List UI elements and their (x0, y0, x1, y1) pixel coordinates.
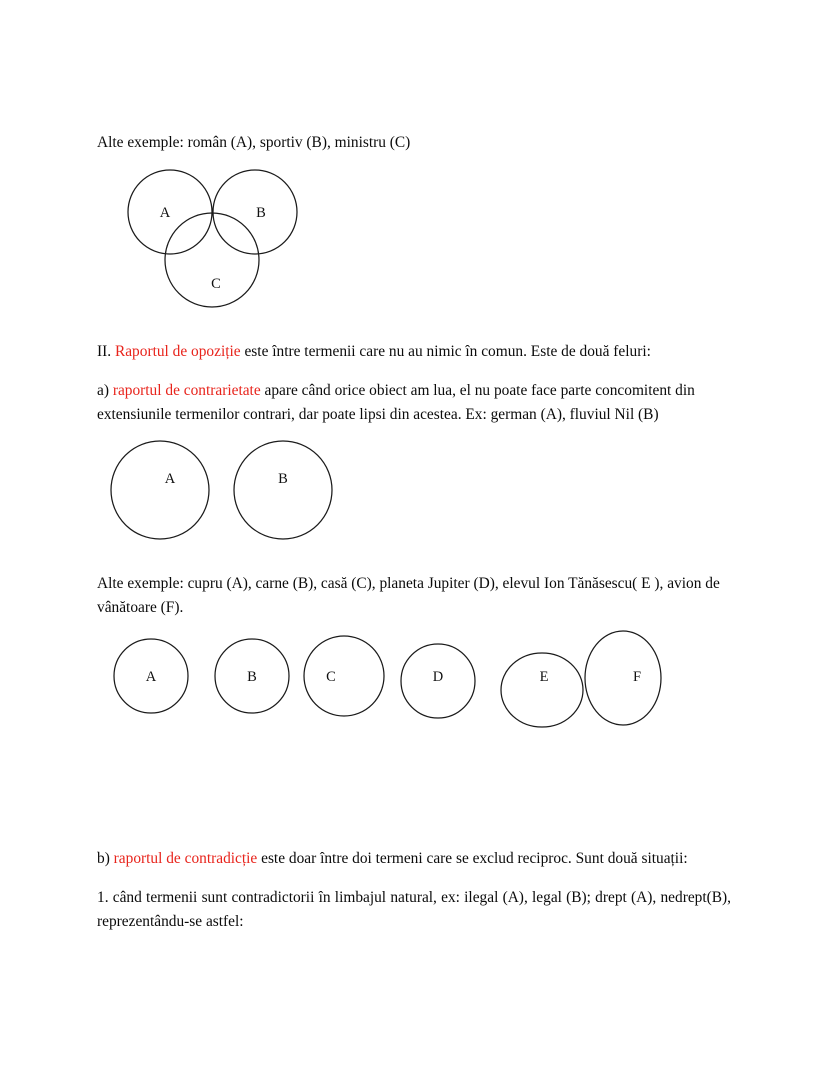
paragraph-other-examples (97, 572, 731, 620)
venn-label-c: C (211, 276, 221, 292)
venn-label-b: B (256, 205, 266, 221)
section-ii-rest: este între termenii care nu au nimic în comun. Este de două feluri: (240, 343, 651, 360)
six-label-c: C (326, 669, 336, 685)
intro-examples-text: Alte exemple: român (A), sportiv (B), ministru (C) (97, 134, 411, 151)
paragraph-section-ii (97, 340, 731, 364)
six-circle-e (501, 653, 583, 727)
six-label-b: B (247, 669, 257, 685)
paragraph-item-b-1 (97, 886, 731, 934)
six-label-e: E (539, 669, 549, 685)
paragraph-item-a (97, 379, 731, 427)
item-a-number: a) (97, 382, 113, 399)
six-circle-c (304, 636, 384, 716)
figure-six-disjoint-circles (110, 628, 670, 732)
six-label-d: D (432, 669, 444, 685)
six-circle-f (585, 631, 661, 725)
venn-label-a: A (159, 205, 171, 221)
figure-venn-three-circles (120, 166, 310, 312)
disjoint-label-b: B (278, 471, 288, 487)
six-label-a: A (145, 669, 157, 685)
venn-circle-c (165, 213, 259, 307)
item-b-rest: este doar între doi termeni care se exclud reciproc. Sunt două situații: (257, 850, 688, 867)
item-a-text (97, 379, 731, 427)
section-ii-highlight: Raportul de opoziție (114, 343, 241, 360)
paragraph-item-b (97, 847, 731, 871)
figure-two-disjoint-circles (108, 438, 338, 543)
section-ii-number: II. (97, 343, 115, 360)
six-label-f: F (632, 669, 642, 685)
disjoint-circle-a (111, 441, 209, 539)
item-b-number: b) (97, 850, 114, 867)
paragraph-intro-examples (97, 131, 731, 155)
other-examples-text: Alte exemple: cupru (A), carne (B), casă (C), planeta Jupiter (D), elevul Ion Tănăsescu( E ), avion de vânătoare (F). (97, 575, 720, 616)
disjoint-label-a: A (164, 471, 176, 487)
item-a-rest: apare când orice obiect am lua, el nu poate face parte concomitent din extensiunile termenilor contrari, dar poate lipsi din acestea. Ex: german (A), fluviul Nil (B) (97, 382, 695, 423)
item-b-text (97, 847, 731, 871)
item-a-highlight: raportul de contrarietate (112, 382, 261, 399)
item-b-highlight: raportul de contradicție (113, 850, 258, 867)
item-b-1-text: 1. când termenii sunt contradictorii în limbajul natural, ex: ilegal (A), legal (B); drept (A), nedrept(B), reprezentându-se astfel: (97, 889, 731, 930)
section-ii-text (97, 340, 731, 364)
disjoint-circle-b (234, 441, 332, 539)
